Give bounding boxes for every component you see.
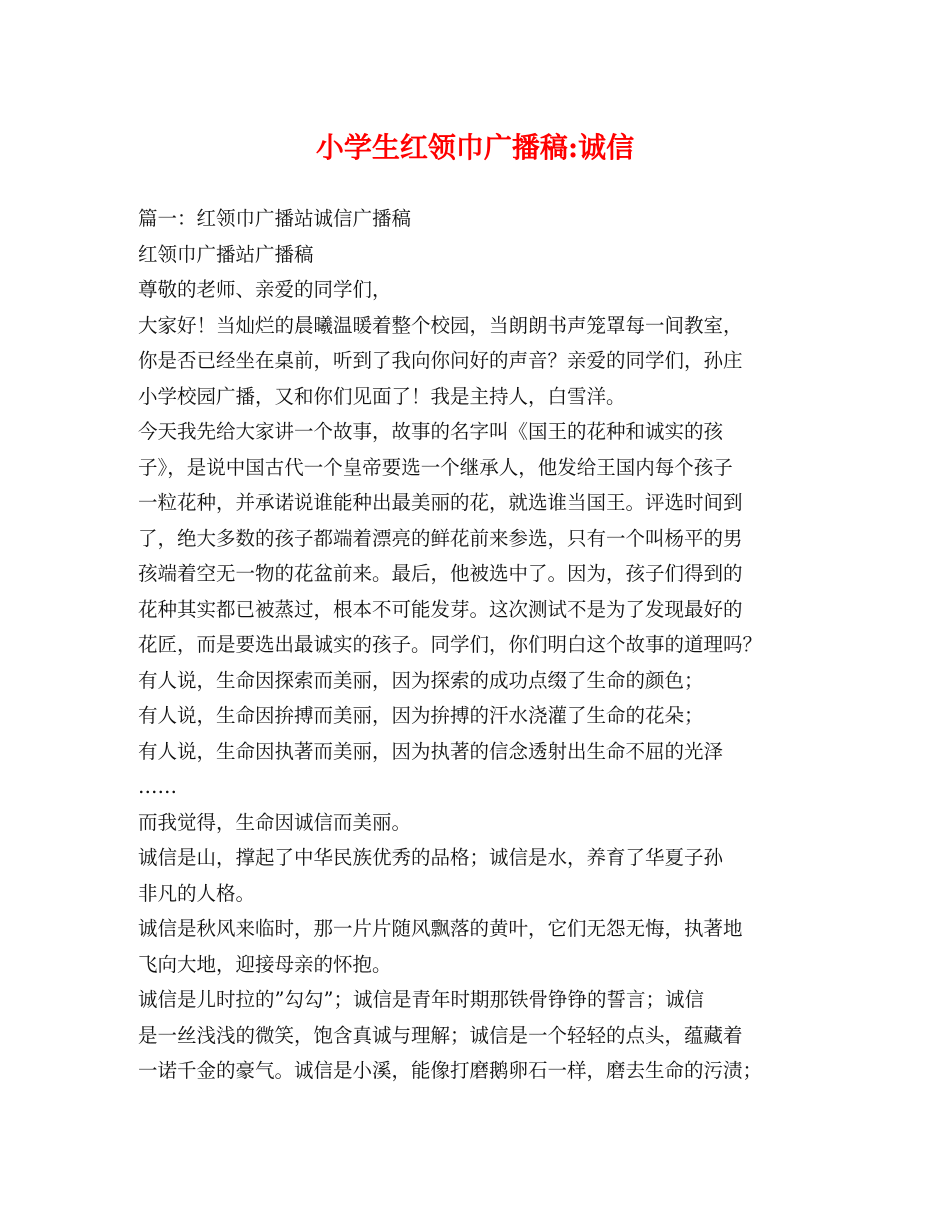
body-line: 有人说，生命因执著而美丽，因为执著的信念透射出生命不屈的光泽	[138, 739, 724, 763]
body-line: 红领巾广播站广播稿	[138, 242, 314, 266]
body-line: 一粒花种，并承诺说谁能种出最美丽的花，就选谁当国王。评选时间到	[138, 491, 743, 514]
body-line: 而我觉得，生命因诚信而美丽。	[138, 810, 412, 834]
body-line: 孩端着空无一物的花盆前来。最后，他被选中了。因为，孩子们得到的	[138, 562, 743, 585]
body-line: 花匠，而是要选出最诚实的孩子。同学们，你们明白这个故事的道理吗？	[138, 633, 763, 656]
body-line: 大家好！当灿烂的晨曦温暖着整个校园，当朗朗书声笼罩每一间教室，	[138, 313, 743, 337]
document-title: 小学生红领巾广播稿:诚信	[315, 131, 635, 164]
body-line: 一诺千金的豪气。诚信是小溪，能像打磨鹅卵石一样，磨去生命的污渍；	[138, 1059, 763, 1082]
body-line: 飞向大地，迎接母亲的怀抱。	[138, 952, 392, 976]
body-line: 今天我先给大家讲一个故事，故事的名字叫《国王的花种和诚实的孩	[138, 420, 724, 443]
body-line: 子》，是说中国古代一个皇帝要选一个继承人，他发给王国内每个孩子	[138, 455, 733, 479]
body-line: 诚信是秋风来临时，那一片片随风飘落的黄叶，它们无怨无悔，执著地	[138, 917, 743, 940]
body-line: 是一丝浅浅的微笑，饱含真诚与理解；诚信是一个轻轻的点头，蕴藏着	[138, 1023, 743, 1047]
body-line: 诚信是儿时拉的”勾勾”；诚信是青年时期那铁骨铮铮的誓言；诚信	[138, 988, 704, 1011]
body-line: 你是否已经坐在桌前，听到了我向你问好的声音？亲爱的同学们，孙庄	[138, 349, 743, 372]
document-body	[138, 201, 828, 1089]
body-line: 小学校园广播，又和你们见面了！我是主持人，白雪洋。	[138, 384, 626, 408]
body-line: 有人说，生命因拚搏而美丽，因为拚搏的汗水浇灌了生命的花朵；	[138, 704, 704, 727]
body-line: 花种其实都已被蒸过，根本不可能发芽。这次测试不是为了发现最好的	[138, 597, 743, 621]
body-line: 有人说，生命因探索而美丽，因为探索的成功点缀了生命的颜色；	[138, 668, 704, 692]
body-line: ……	[138, 775, 177, 798]
body-line: 篇一：红领巾广播站诚信广播稿	[138, 207, 412, 230]
body-line: 了，绝大多数的孩子都端着漂亮的鲜花前来参选，只有一个叫杨平的男	[138, 526, 743, 550]
body-line: 诚信是山，撑起了中华民族优秀的品格；诚信是水，养育了华夏子孙	[138, 846, 724, 869]
body-line: 非凡的人格。	[138, 881, 256, 905]
body-line: 尊敬的老师、亲爱的同学们，	[138, 278, 392, 301]
